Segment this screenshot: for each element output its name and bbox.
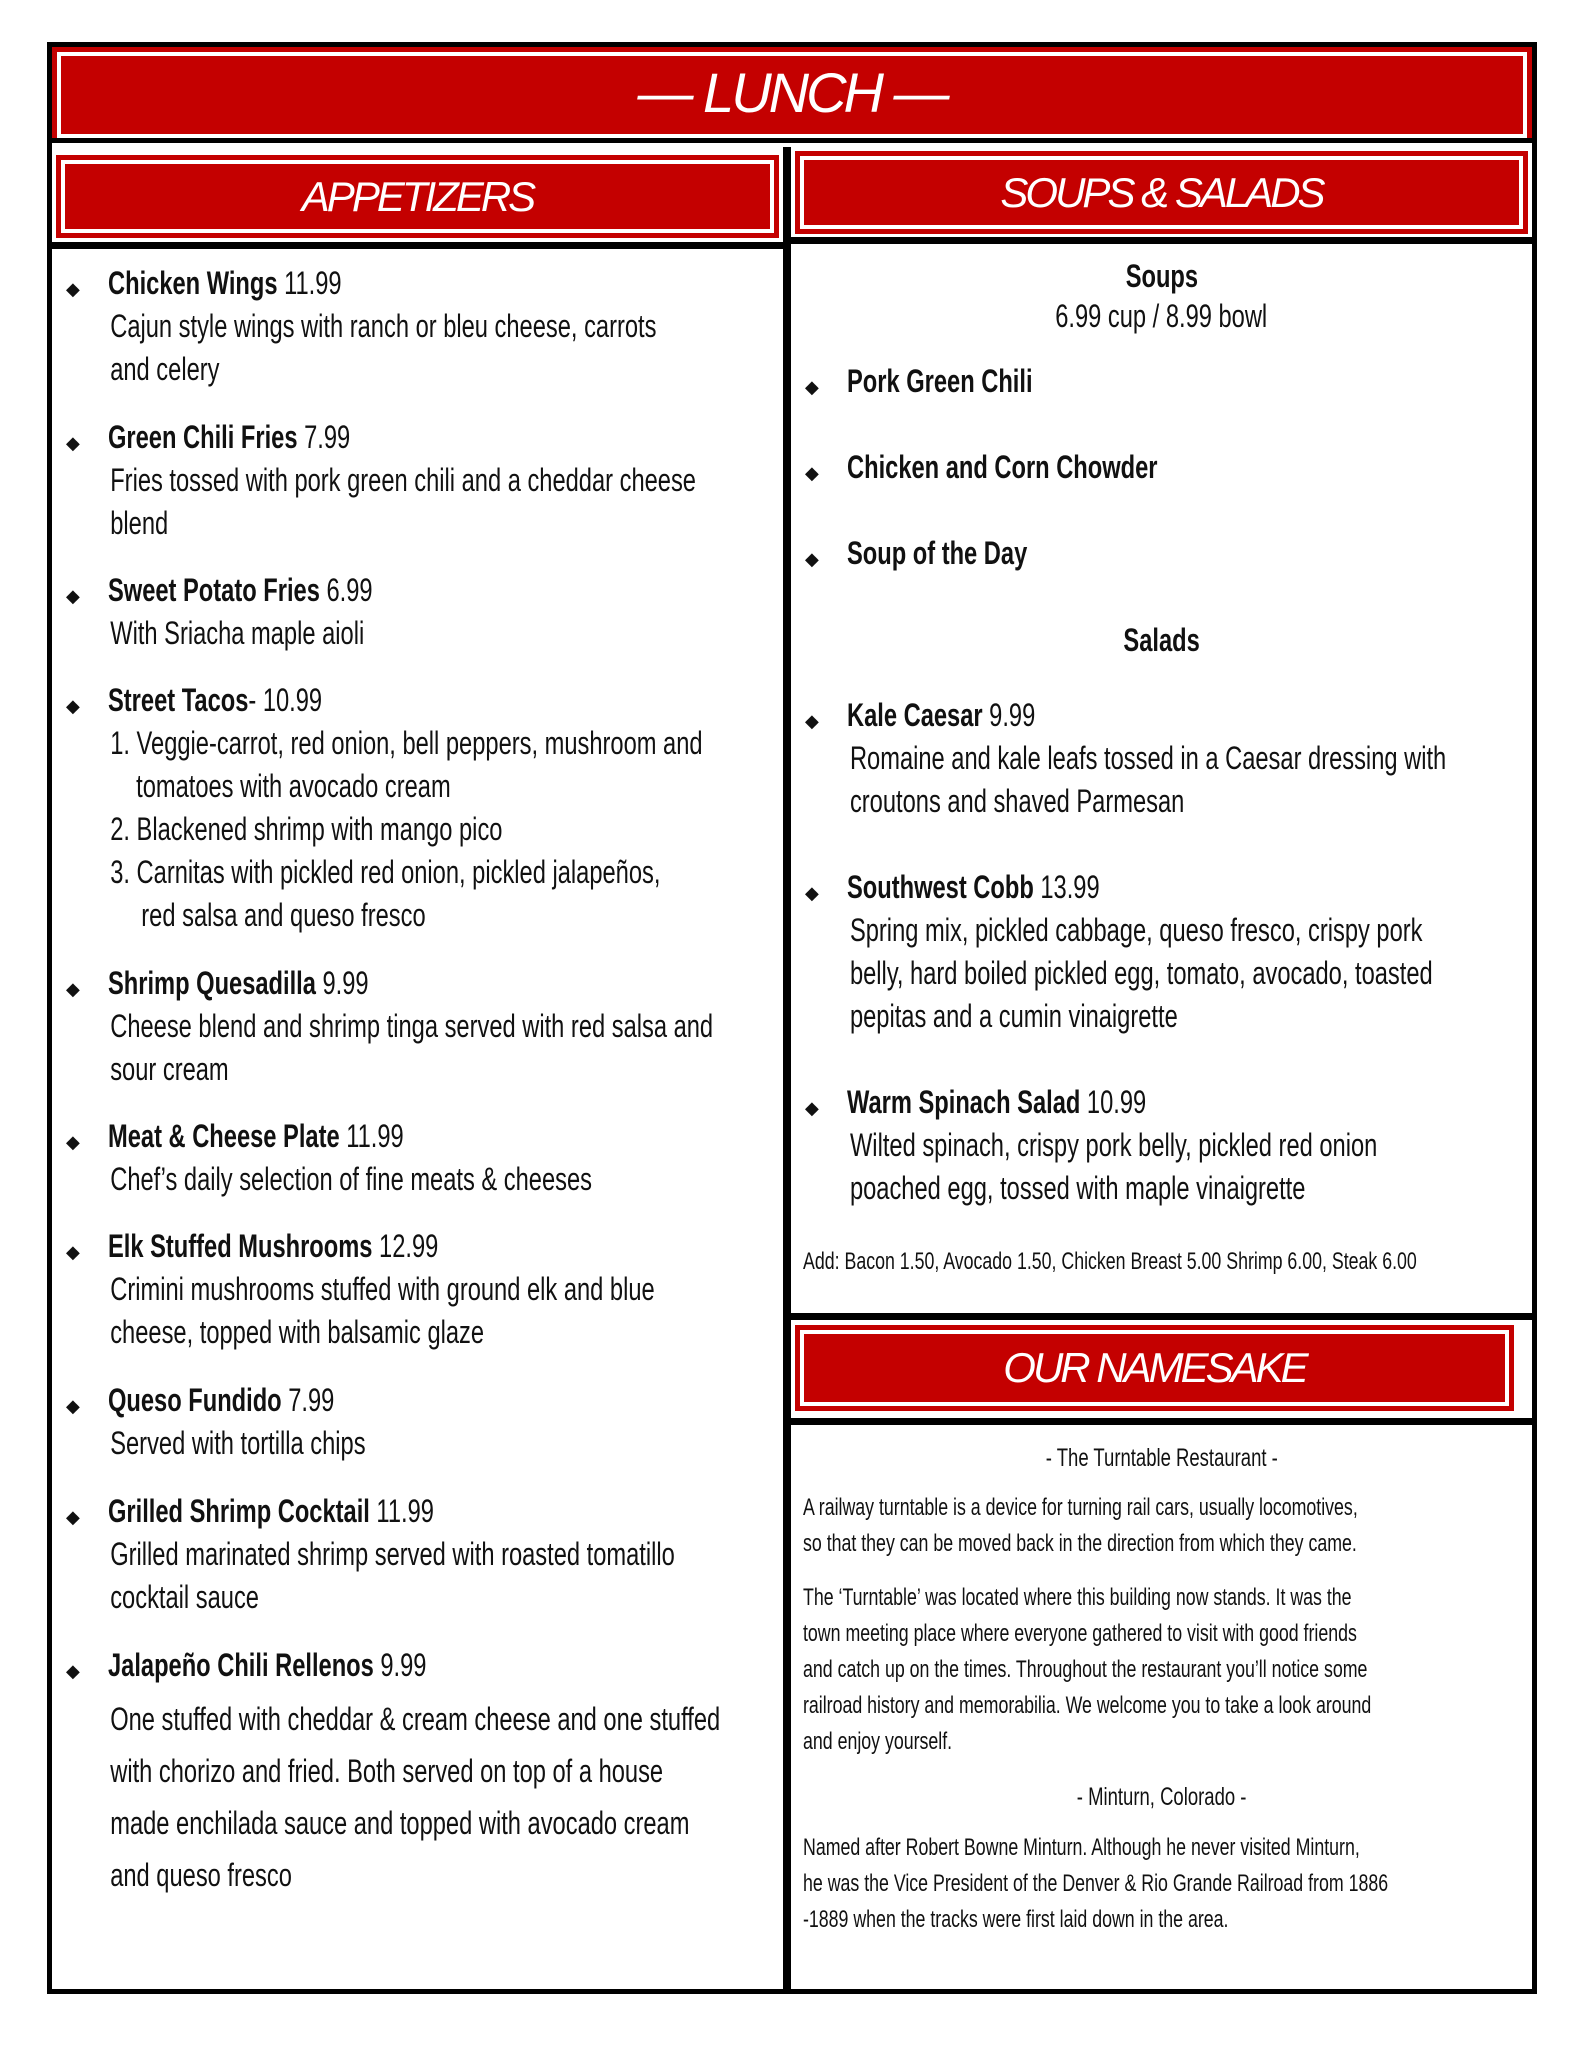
item-desc: with chorizo and fried. Both served on top of a house — [110, 1753, 664, 1789]
diamond-bullet-icon: ◆ — [66, 1242, 80, 1262]
soups-salads-banner — [795, 151, 1528, 234]
soup-name: Soup of the Day — [847, 535, 1028, 571]
item-name: Sweet Potato Fries — [108, 572, 320, 608]
item-desc: Wilted spinach, crispy pork belly, pickled red onion — [849, 1127, 1378, 1163]
paragraph-line: and catch up on the times. Throughout the restaurant you’ll notice some — [803, 1656, 1368, 1683]
namesake-paragraph-2 — [803, 1580, 1371, 1760]
item-price: 9.99 — [982, 697, 1036, 733]
diamond-bullet-icon: ◆ — [66, 279, 80, 299]
item-name: Meat & Cheese Plate — [108, 1118, 340, 1154]
namesake-paragraph-3 — [803, 1830, 1388, 1938]
item-desc: belly, hard boiled pickled egg, tomato, avocado, toasted — [849, 955, 1433, 991]
paragraph-line: The ‘Turntable’ was located where this building now stands. It was the — [803, 1584, 1352, 1611]
namesake-location — [791, 1779, 1532, 1816]
diamond-bullet-icon: ◆ — [805, 883, 819, 903]
appetizers-heading: APPETIZERS — [301, 172, 534, 220]
item-name: Chicken Wings — [108, 265, 278, 301]
item-desc: Spring mix, pickled cabbage, queso fresco, crispy pork — [849, 912, 1423, 948]
paragraph-line: town meeting place where everyone gathered to visit with good friends — [803, 1620, 1357, 1647]
salad-addons: Add: Bacon 1.50, Avocado 1.50, Chicken Breast 5.00 Shrimp 6.00, Steak 6.00 — [803, 1248, 1417, 1275]
item-desc: sour cream — [110, 1051, 229, 1087]
item-desc: poached egg, tossed with maple vinaigrette — [849, 1170, 1306, 1206]
item-price: 10.99 — [1080, 1084, 1147, 1120]
salads-title: Salads — [1123, 622, 1200, 658]
item-desc: blend — [110, 505, 169, 541]
paragraph-line: A railway turntable is a device for turning rail cars, usually locomotives, — [803, 1494, 1358, 1521]
item-name: Kale Caesar — [847, 697, 983, 733]
item-desc: One stuffed with cheddar & cream cheese and one stuffed — [110, 1701, 721, 1737]
item-desc: and celery — [110, 351, 220, 387]
item-name: Southwest Cobb — [847, 869, 1034, 905]
diamond-bullet-icon: ◆ — [805, 1098, 819, 1118]
soups-title: Soups — [1125, 258, 1198, 294]
item-desc: With Sriacha maple aioli — [110, 615, 365, 651]
diamond-bullet-icon: ◆ — [805, 711, 819, 731]
namesake-paragraph-1 — [803, 1490, 1358, 1562]
item-name: Green Chili Fries — [108, 419, 298, 455]
item-desc: Romaine and kale leafs tossed in a Caesar dressing with — [849, 740, 1447, 776]
item-desc: Cheese blend and shrimp tinga served with red salsa and — [110, 1008, 714, 1044]
diamond-bullet-icon: ◆ — [805, 549, 819, 569]
item-desc: tomatoes with avocado cream — [136, 768, 451, 804]
item-desc: cheese, topped with balsamic glaze — [110, 1314, 485, 1350]
item-name: Elk Stuffed Mushrooms — [108, 1228, 373, 1264]
item-name: Shrimp Quesadilla — [108, 965, 316, 1001]
item-price: 13.99 — [1033, 869, 1100, 905]
soups-price: 6.99 cup / 8.99 bowl — [1055, 298, 1268, 334]
soups-header — [791, 256, 1532, 336]
item-desc: Served with tortilla chips — [110, 1425, 366, 1461]
namesake-heading: OUR NAMESAKE — [1003, 1344, 1306, 1391]
item-desc: croutons and shaved Parmesan — [849, 783, 1185, 819]
item-price: 7.99 — [297, 419, 351, 455]
item-desc: 2. Blackened shrimp with mango pico — [110, 811, 503, 847]
diamond-bullet-icon: ◆ — [66, 1396, 80, 1416]
item-desc: and queso fresco — [110, 1857, 292, 1893]
item-price: 9.99 — [315, 965, 369, 1001]
paragraph-line: he was the Vice President of the Denver & Rio Grande Railroad from 1886 — [803, 1870, 1389, 1897]
item-desc: made enchilada sauce and topped with avocado cream — [110, 1805, 690, 1841]
item-desc: 1. Veggie-carrot, red onion, bell peppers, mushroom and — [110, 725, 703, 761]
menu-title: — LUNCH — — [637, 61, 947, 124]
appetizers-header-rule — [52, 242, 783, 249]
item-desc: cocktail sauce — [110, 1579, 259, 1615]
item-price: 11.99 — [339, 1118, 404, 1154]
soups-salads-heading: SOUPS & SALADS — [1000, 168, 1323, 216]
paragraph-line: -1889 when the tracks were first laid down in the area. — [803, 1906, 1229, 1933]
item-desc: pepitas and a cumin vinaigrette — [849, 998, 1178, 1034]
item-desc: Cajun style wings with ranch or bleu cheese, carrots — [110, 308, 657, 344]
item-name: Street Tacos — [108, 682, 249, 718]
item-price: 7.99 — [281, 1382, 335, 1418]
diamond-bullet-icon: ◆ — [66, 1661, 80, 1681]
diamond-bullet-icon: ◆ — [66, 696, 80, 716]
salads-header — [791, 620, 1532, 660]
item-desc: Fries tossed with pork green chili and a cheddar cheese — [110, 462, 696, 498]
diamond-bullet-icon: ◆ — [66, 1507, 80, 1527]
diamond-bullet-icon: ◆ — [66, 586, 80, 606]
diamond-bullet-icon: ◆ — [66, 979, 80, 999]
diamond-bullet-icon: ◆ — [66, 1132, 80, 1152]
appetizers-banner — [56, 155, 779, 238]
namesake-header-rule — [791, 1418, 1532, 1425]
item-name: Jalapeño Chili Rellenos — [108, 1647, 374, 1683]
item-desc: red salsa and queso fresco — [141, 897, 426, 933]
soup-name: Chicken and Corn Chowder — [847, 449, 1158, 485]
item-name: Warm Spinach Salad — [847, 1084, 1081, 1120]
soup-name: Pork Green Chili — [847, 363, 1033, 399]
diamond-bullet-icon: ◆ — [66, 433, 80, 453]
namesake-subtitle-text: - The Turntable Restaurant - — [1045, 1444, 1278, 1472]
namesake-subtitle — [791, 1440, 1532, 1477]
lunch-banner — [52, 47, 1532, 143]
item-price: 12.99 — [372, 1228, 439, 1264]
soups-header-rule — [791, 237, 1532, 244]
paragraph-line: Named after Robert Bowne Minturn. Although he never visited Minturn, — [803, 1834, 1360, 1861]
item-desc: Grilled marinated shrimp served with roasted tomatillo — [110, 1536, 675, 1572]
paragraph-line: so that they can be moved back in the direction from which they came. — [803, 1530, 1357, 1557]
item-price: 11.99 — [369, 1493, 434, 1529]
namesake-banner — [795, 1325, 1514, 1411]
paragraph-line: and enjoy yourself. — [803, 1728, 953, 1755]
namesake-top-rule — [791, 1313, 1532, 1320]
diamond-bullet-icon: ◆ — [805, 377, 819, 397]
item-desc: Crimini mushrooms stuffed with ground elk and blue — [110, 1271, 655, 1307]
diamond-bullet-icon: ◆ — [805, 463, 819, 483]
item-price: 11.99 — [277, 265, 342, 301]
item-price: 9.99 — [373, 1647, 427, 1683]
paragraph-line: railroad history and memorabilia. We welcome you to take a look around — [803, 1692, 1372, 1719]
item-name: Queso Fundido — [108, 1382, 282, 1418]
column-divider — [783, 147, 791, 1994]
item-name: Grilled Shrimp Cocktail — [108, 1493, 370, 1529]
item-price: - 10.99 — [248, 682, 323, 718]
item-desc: 3. Carnitas with pickled red onion, pickled jalapeños, — [110, 854, 661, 890]
namesake-location-text: - Minturn, Colorado - — [1076, 1783, 1247, 1811]
item-price: 6.99 — [319, 572, 373, 608]
item-desc: Chef’s daily selection of fine meats & cheeses — [110, 1161, 592, 1197]
